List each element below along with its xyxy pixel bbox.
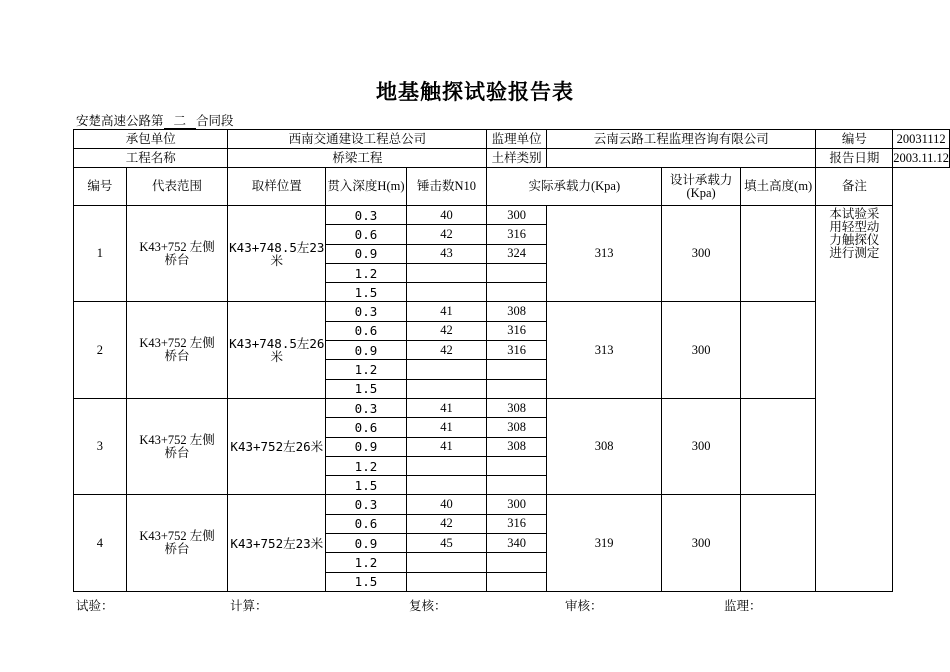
- contractor-label: 承包单位: [74, 130, 228, 149]
- soil-label: 土样类别: [487, 149, 547, 168]
- group-design: 300: [662, 302, 741, 398]
- bearing-cell: [487, 379, 547, 398]
- bearing-cell: 316: [487, 225, 547, 244]
- group-location: K43+752左26米: [228, 398, 326, 494]
- bearing-cell: 308: [487, 418, 547, 437]
- group-fill: [740, 495, 816, 591]
- col-no: 编号: [74, 168, 127, 206]
- blows-cell: [406, 379, 487, 398]
- blows-cell: 41: [406, 437, 487, 456]
- blows-cell: [406, 283, 487, 302]
- bearing-cell: 300: [487, 495, 547, 514]
- col-fill: 填土高度(m): [740, 168, 816, 206]
- col-location: 取样位置: [228, 168, 326, 206]
- depth-cell: 1.2: [326, 263, 407, 282]
- soil-value: [547, 149, 816, 168]
- blows-cell: 42: [406, 321, 487, 340]
- depth-cell: 0.9: [326, 534, 407, 553]
- group-range: K43+752 左侧桥台: [126, 206, 228, 302]
- group-location: K43+752左23米: [228, 495, 326, 591]
- blows-cell: [406, 553, 487, 572]
- footer-review: 复核：: [409, 599, 447, 613]
- bearing-cell: 308: [487, 437, 547, 456]
- project-value: 桥梁工程: [228, 149, 487, 168]
- report-title: 地基触探试验报告表: [376, 80, 574, 104]
- blows-cell: [406, 263, 487, 282]
- depth-cell: 1.5: [326, 379, 407, 398]
- col-depth: 贯入深度H(m): [326, 168, 407, 206]
- group-location: K43+748.5左23米: [228, 206, 326, 302]
- depth-cell: 0.9: [326, 244, 407, 263]
- group-range: K43+752 左侧桥台: [126, 302, 228, 398]
- blows-cell: 43: [406, 244, 487, 263]
- bearing-cell: [487, 476, 547, 495]
- blows-cell: 41: [406, 302, 487, 321]
- blows-cell: 42: [406, 514, 487, 533]
- depth-cell: 0.3: [326, 495, 407, 514]
- column-header-row: [74, 168, 950, 206]
- bearing-cell: [487, 553, 547, 572]
- group-design: 300: [662, 495, 741, 591]
- section-line: [76, 111, 234, 129]
- bearing-cell: [487, 456, 547, 475]
- depth-cell: 1.2: [326, 456, 407, 475]
- blows-cell: [406, 572, 487, 591]
- group-actual: 308: [547, 398, 662, 494]
- group-fill: [740, 398, 816, 494]
- col-actual: 实际承载力(Kpa): [487, 168, 662, 206]
- blows-cell: 40: [406, 206, 487, 225]
- group-no: 1: [74, 206, 127, 302]
- group-actual: 319: [547, 495, 662, 591]
- blows-cell: [406, 456, 487, 475]
- bearing-cell: [487, 360, 547, 379]
- depth-cell: 0.3: [326, 398, 407, 417]
- header-row-1: [74, 130, 950, 149]
- group-fill: [740, 302, 816, 398]
- bearing-cell: 308: [487, 302, 547, 321]
- group-location: K43+748.5左26米: [228, 302, 326, 398]
- col-design: 设计承载力(Kpa): [662, 168, 741, 206]
- group-design: 300: [662, 398, 741, 494]
- depth-cell: 0.6: [326, 225, 407, 244]
- bearing-cell: 308: [487, 398, 547, 417]
- depth-cell: 0.6: [326, 418, 407, 437]
- number-value: 20031112: [893, 130, 950, 149]
- footer-calc: 计算：: [230, 599, 268, 613]
- depth-cell: 0.9: [326, 341, 407, 360]
- col-note: 备注: [816, 168, 893, 206]
- number-label: 编号: [816, 130, 893, 149]
- project-label: 工程名称: [74, 149, 228, 168]
- footer-supervise: 监理：: [724, 599, 762, 613]
- group-range: K43+752 左侧桥台: [126, 398, 228, 494]
- header-row-2: [74, 149, 950, 168]
- bearing-cell: 300: [487, 206, 547, 225]
- depth-cell: 1.2: [326, 553, 407, 572]
- blows-cell: 41: [406, 418, 487, 437]
- section-suffix: 合同段: [196, 114, 234, 128]
- depth-cell: 1.5: [326, 572, 407, 591]
- col-range: 代表范围: [126, 168, 228, 206]
- bearing-cell: 316: [487, 321, 547, 340]
- bearing-cell: [487, 263, 547, 282]
- depth-cell: 1.5: [326, 476, 407, 495]
- section-number: 二: [164, 114, 197, 129]
- group-no: 3: [74, 398, 127, 494]
- date-value: 2003.11.12: [893, 149, 950, 168]
- group-design: 300: [662, 206, 741, 302]
- col-blows: 锤击数N10: [406, 168, 487, 206]
- blows-cell: 41: [406, 398, 487, 417]
- table-row: [74, 206, 950, 225]
- group-actual: 313: [547, 302, 662, 398]
- depth-cell: 0.3: [326, 302, 407, 321]
- note-cell: 本试验采用轻型动力触探仪进行测定: [816, 206, 893, 592]
- date-label: 报告日期: [816, 149, 893, 168]
- depth-cell: 0.9: [326, 437, 407, 456]
- contractor-value: 西南交通建设工程总公司: [228, 130, 487, 149]
- section-prefix: 安楚高速公路第: [76, 114, 164, 128]
- bearing-cell: 316: [487, 341, 547, 360]
- supervisor-label: 监理单位: [487, 130, 547, 149]
- report-table: [73, 129, 950, 592]
- blows-cell: 42: [406, 225, 487, 244]
- depth-cell: 1.5: [326, 283, 407, 302]
- blows-cell: 40: [406, 495, 487, 514]
- footer-audit: 审核：: [565, 599, 603, 613]
- blows-cell: [406, 360, 487, 379]
- group-range: K43+752 左侧桥台: [126, 495, 228, 591]
- group-fill: [740, 206, 816, 302]
- depth-cell: 0.6: [326, 321, 407, 340]
- blows-cell: 45: [406, 534, 487, 553]
- bearing-cell: 324: [487, 244, 547, 263]
- blows-cell: [406, 476, 487, 495]
- group-actual: 313: [547, 206, 662, 302]
- supervisor-value: 云南云路工程监理咨询有限公司: [547, 130, 816, 149]
- bearing-cell: 316: [487, 514, 547, 533]
- bearing-cell: [487, 283, 547, 302]
- footer-test: 试验：: [76, 599, 114, 613]
- blows-cell: 42: [406, 341, 487, 360]
- depth-cell: 1.2: [326, 360, 407, 379]
- group-no: 2: [74, 302, 127, 398]
- depth-cell: 0.6: [326, 514, 407, 533]
- bearing-cell: [487, 572, 547, 591]
- depth-cell: 0.3: [326, 206, 407, 225]
- bearing-cell: 340: [487, 534, 547, 553]
- group-no: 4: [74, 495, 127, 591]
